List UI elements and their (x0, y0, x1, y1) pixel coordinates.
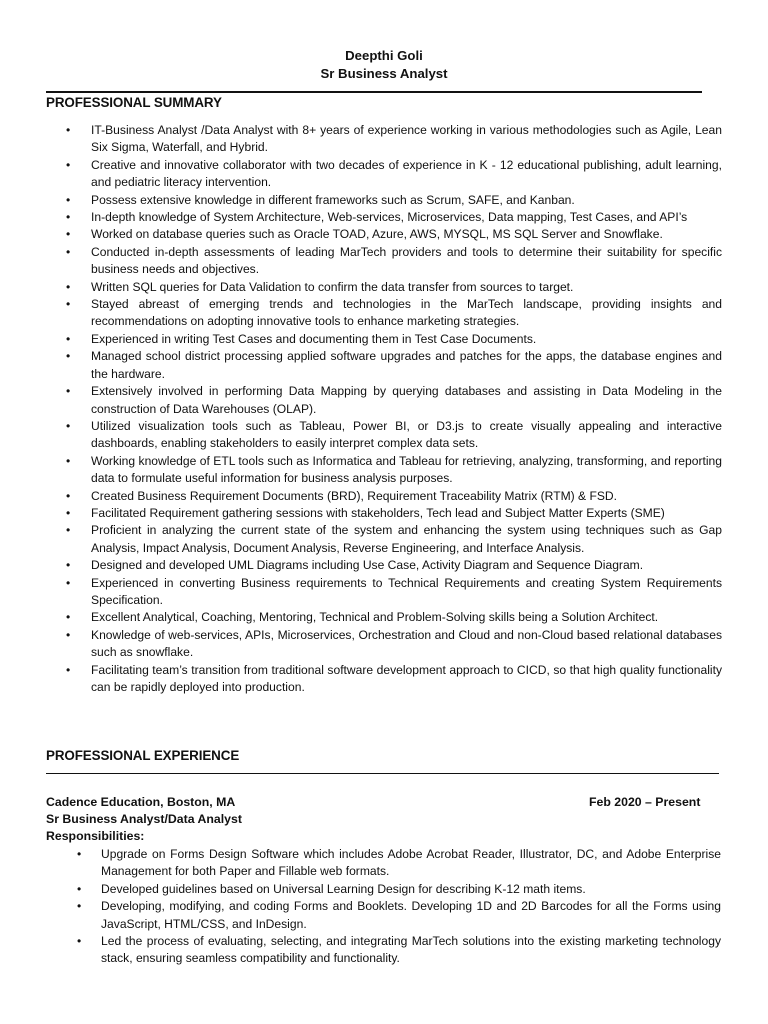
list-item-text: Experienced in writing Test Cases and documenting them in Test Case Documents. (91, 331, 537, 346)
list-item (77, 898, 721, 933)
experience-divider (46, 773, 719, 774)
list-item (66, 662, 722, 697)
list-item (66, 192, 722, 209)
list-item (66, 453, 722, 488)
list-item-text: In-depth knowledge of System Architecture, Web-services, Microservices, Data mapping, Test Cases, and API’s (91, 210, 688, 225)
list-item-text: IT-Business Analyst /Data Analyst with 8+ years of experience working in various methodologies such as Agile, Lean Six Sigma, Waterfall, and Hybrid. (91, 123, 722, 155)
bullet-dot-icon: • (77, 847, 82, 861)
list-item (66, 226, 722, 243)
bullet-dot-icon: • (66, 384, 71, 399)
list-item-text: Worked on database queries such as Oracle TOAD, Azure, AWS, MYSQL, MS SQL Server and Snowflake. (91, 227, 663, 242)
header-divider (46, 91, 702, 93)
list-item (66, 505, 722, 522)
bullet-dot-icon: • (66, 610, 71, 625)
list-item-text: Working knowledge of ETL tools such as Informatica and Tableau for retrieving, analyzing, transforming, and reporting data to formulate useful information for business analysis purposes. (91, 453, 722, 486)
list-item (66, 383, 722, 418)
bullet-dot-icon: • (66, 558, 71, 573)
list-item (66, 157, 722, 192)
bullet-dot-icon: • (77, 934, 82, 949)
bullet-dot-icon: • (66, 523, 71, 538)
list-item (66, 557, 722, 574)
list-item-text: Conducted in-depth assessments of leading MarTech providers and tools to determine their suitability for specific business needs and objectives. (91, 244, 722, 277)
bullet-dot-icon: • (66, 488, 71, 503)
list-item-text: Led the process of evaluating, selecting, and integrating MarTech solutions into the existing marketing technology stack, ensuring seamless compatibility and functionality. (101, 934, 721, 966)
bullet-dot-icon: • (66, 627, 71, 642)
list-item (66, 488, 722, 505)
list-item (77, 846, 721, 881)
bullet-dot-icon: • (66, 575, 71, 590)
responsibilities-list (0, 846, 768, 968)
summary-list (0, 122, 768, 696)
experience-heading: PROFESSIONAL EXPERIENCE (46, 748, 240, 763)
bullet-dot-icon: • (77, 899, 82, 914)
list-item-text: Proficient in analyzing the current state of the system and enhancing the system using techniques such as Gap Analysis, Impact Analysis, Document Analysis, Reverse Engineering, and Interface Analysis. (91, 523, 722, 555)
list-item-text: Experienced in converting Business requirements to Technical Requirements and creating System Requirements Specification. (91, 575, 722, 607)
list-item (66, 575, 722, 610)
list-item (77, 881, 721, 898)
job-dates: Feb 2020 – Present (589, 795, 701, 809)
candidate-name: Deepthi Goli (345, 48, 423, 63)
list-item-text: Utilized visualization tools such as Tableau, Power BI, or D3.js to create visually appealing and interactive dashboards, enabling stakeholders to easily interpret complex data sets. (91, 418, 722, 451)
job-company: Cadence Education, Boston, MA (46, 795, 236, 809)
list-item (66, 418, 722, 453)
responsibilities-label: Responsibilities: (46, 829, 145, 843)
bullet-dot-icon: • (66, 244, 71, 259)
bullet-dot-icon: • (66, 453, 71, 468)
summary-heading: PROFESSIONAL SUMMARY (46, 95, 222, 110)
bullet-dot-icon: • (66, 123, 71, 137)
list-item-text: Written SQL queries for Data Validation to confirm the data transfer from sources to target. (91, 279, 574, 294)
list-item-text: Facilitated Requirement gathering sessions with stakeholders, Tech lead and Subject Matter Experts (SME) (91, 505, 665, 520)
list-item-text: Extensively involved in performing Data Mapping by querying databases and assisting in Data Modeling in the construction of Data Warehouses (OLAP). (91, 384, 722, 416)
list-item (66, 627, 722, 662)
list-item (66, 122, 722, 157)
list-item-text: Developed guidelines based on Universal Learning Design for describing K-12 math items. (101, 881, 586, 896)
bullet-dot-icon: • (66, 662, 71, 677)
list-item-text: Knowledge of web-services, APIs, Microservices, Orchestration and Cloud and non-Cloud based relational databases such as snowflake. (91, 627, 722, 660)
list-item (66, 609, 722, 626)
list-item (66, 348, 722, 383)
bullet-dot-icon: • (66, 418, 71, 433)
list-item-text: Stayed abreast of emerging trends and technologies in the MarTech landscape, providing insights and recommendations on adopting innovative tools to enhance marketing strategies. (91, 297, 722, 329)
candidate-title: Sr Business Analyst (320, 66, 448, 81)
list-item (66, 296, 722, 331)
bullet-dot-icon: • (66, 192, 71, 207)
bullet-dot-icon: • (66, 210, 71, 225)
list-item-text: Created Business Requirement Documents (BRD), Requirement Traceability Matrix (RTM) & FSD. (91, 488, 618, 503)
bullet-dot-icon: • (66, 505, 71, 520)
list-item (77, 933, 721, 968)
bullet-dot-icon: • (66, 157, 71, 172)
list-item (66, 279, 722, 296)
bullet-dot-icon: • (66, 227, 71, 242)
list-item (66, 209, 722, 226)
list-item-text: Possess extensive knowledge in different frameworks such as Scrum, SAFE, and Kanban. (91, 192, 575, 207)
list-item-text: Facilitating team’s transition from traditional software development approach to CICD, so that high quality functionality can be rapidly deployed into production. (91, 662, 722, 694)
bullet-dot-icon: • (66, 279, 71, 294)
list-item-text: Creative and innovative collaborator with two decades of experience in K - 12 educational publishing, adult learning, and pediatric literacy intervention. (91, 157, 722, 190)
list-item (66, 244, 722, 279)
resume-header (0, 47, 768, 83)
bullet-dot-icon: • (66, 331, 71, 346)
list-item-text: Upgrade on Forms Design Software which includes Adobe Acrobat Reader, Illustrator, DC, and Adobe Enterprise Management for both Paper and Fillable web formats. (101, 847, 721, 879)
list-item-text: Designed and developed UML Diagrams including Use Case, Activity Diagram and Sequence Diagram. (91, 558, 644, 573)
bullet-dot-icon: • (66, 349, 71, 364)
list-item (66, 331, 722, 348)
job-role: Sr Business Analyst/Data Analyst (46, 812, 242, 826)
list-item-text: Excellent Analytical, Coaching, Mentoring, Technical and Problem-Solving skills being a Solution Architect. (91, 610, 659, 625)
bullet-dot-icon: • (77, 881, 82, 896)
list-item-text: Developing, modifying, and coding Forms and Booklets. Developing 1D and 2D Barcodes for all the Forms using JavaScript, HTML/CSS, and InDesign. (101, 899, 721, 931)
bullet-dot-icon: • (66, 297, 71, 312)
list-item-text: Managed school district processing applied software upgrades and patches for the apps, the database engines and the hardware. (91, 349, 722, 381)
list-item (66, 522, 722, 557)
